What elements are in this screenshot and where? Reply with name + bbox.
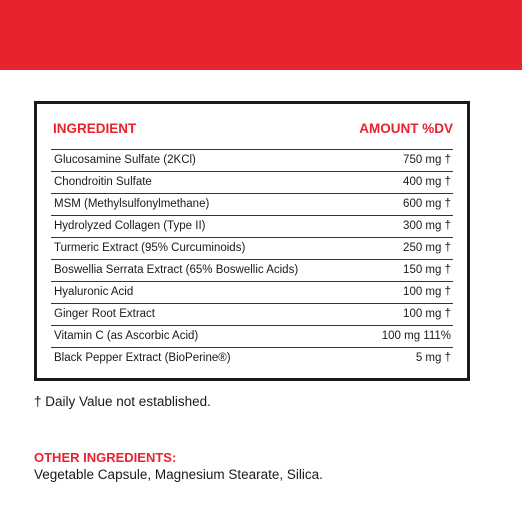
table-row [51, 238, 453, 260]
table-row [51, 326, 453, 348]
top-banner [0, 0, 522, 70]
ingredient-name: Boswellia Serrata Extract (65% Boswellic Acids) [54, 264, 299, 276]
ingredient-amount: 300 mg † [403, 220, 451, 232]
ingredient-list [51, 149, 453, 369]
ingredient-amount: 400 mg † [403, 176, 451, 188]
ingredient-name: Hyaluronic Acid [54, 286, 134, 298]
table-row [51, 304, 453, 326]
ingredient-name: MSM (Methylsulfonylmethane) [54, 198, 210, 210]
ingredient-amount: 100 mg 111% [381, 330, 451, 342]
header-amount-dv: AMOUNT %DV [359, 121, 453, 136]
table-header [53, 121, 453, 141]
ingredient-amount: 5 mg † [415, 352, 451, 364]
table-row [51, 260, 453, 282]
table-row [51, 194, 453, 216]
other-ingredients-text: Vegetable Capsule, Magnesium Stearate, Silica. [34, 467, 323, 482]
ingredient-amount: 100 mg † [403, 308, 451, 320]
table-row [51, 348, 453, 369]
ingredient-amount: 250 mg † [403, 242, 451, 254]
ingredient-amount: 600 mg † [403, 198, 451, 210]
supplement-facts-panel [34, 101, 470, 381]
ingredient-name: Turmeric Extract (95% Curcuminoids) [54, 242, 246, 254]
ingredient-name: Chondroitin Sulfate [54, 176, 152, 188]
daily-value-footnote: † Daily Value not established. [34, 394, 211, 409]
ingredient-name: Black Pepper Extract (BioPerine®) [54, 352, 231, 364]
ingredient-name: Vitamin C (as Ascorbic Acid) [54, 330, 199, 342]
ingredient-name: Hydrolyzed Collagen (Type II) [54, 220, 206, 232]
table-row [51, 172, 453, 194]
header-ingredient: INGREDIENT [53, 121, 137, 136]
ingredient-amount: 750 mg † [403, 154, 451, 166]
other-ingredients-title: OTHER INGREDIENTS: [34, 450, 177, 465]
table-row [51, 282, 453, 304]
table-row [51, 150, 453, 172]
table-row [51, 216, 453, 238]
ingredient-name: Glucosamine Sulfate (2KCl) [54, 154, 196, 166]
ingredient-name: Ginger Root Extract [54, 308, 155, 320]
ingredient-amount: 100 mg † [403, 286, 451, 298]
ingredient-amount: 150 mg † [403, 264, 451, 276]
